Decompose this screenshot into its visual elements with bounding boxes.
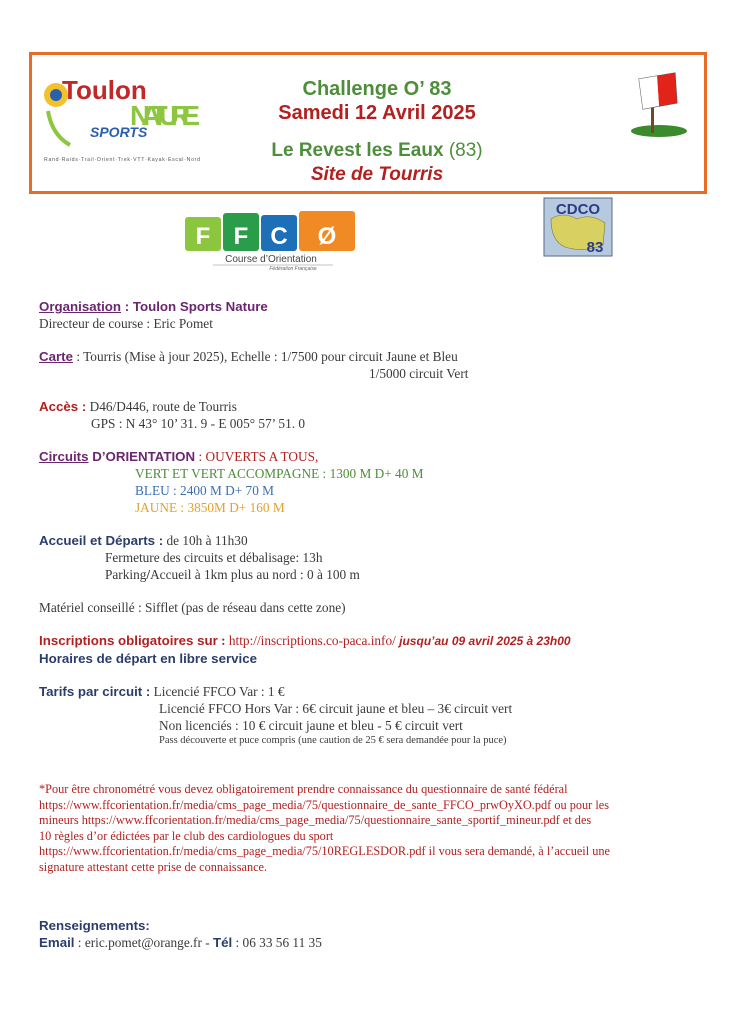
- ffco-letter-c: C: [270, 223, 288, 250]
- logo-text-bottom: SPORTS: [90, 124, 148, 140]
- acces-gps: GPS : N 43° 10’ 31. 9 - E 005° 57’ 51. 0: [91, 416, 306, 431]
- tarif-hors-var: Licencié FFCO Hors Var : 6€ circuit jaune et bleu – 3€ circuit vert: [159, 701, 513, 716]
- accueil-label: Accueil et Départs :: [39, 533, 164, 548]
- ffco-logo: [183, 209, 358, 271]
- sante-line: *Pour être chronométré vous devez obligatoirement prendre connaissance du questionnaire de santé fédéral: [39, 782, 568, 796]
- tarif-note: Pass découverte et puce compris (une caution de 25 € sera demandée pour la puce): [159, 735, 507, 746]
- header-title-block: [232, 77, 522, 187]
- renseignements-label: Renseignements:: [39, 918, 150, 933]
- tarif-non-licencies: Non licenciés : 10 € circuit jaune et bleu - 5 € circuit vert: [159, 718, 463, 733]
- event-location: Le Revest les Eaux (83): [271, 140, 483, 161]
- inscriptions-url[interactable]: http://inscriptions.co-paca.info/: [228, 633, 396, 648]
- email-sep: :: [74, 935, 85, 950]
- logo-text-top: Toulon: [62, 75, 147, 105]
- section-carte: [39, 348, 719, 382]
- ffco-letter-f1: F: [195, 223, 211, 250]
- carte-line1: : Tourris (Mise à jour 2025), Echelle : 1/7500 pour circuit Jaune et Bleu: [73, 349, 458, 364]
- sante-line[interactable]: mineurs https://www.ffcorientation.fr/media/cms_page_media/75/questionnaire_sante_sportif_mineur.pdf et des: [39, 813, 592, 827]
- tel-label: Tél: [213, 935, 233, 950]
- email-address[interactable]: eric.pomet@orange.fr: [84, 935, 202, 950]
- section-organisation: [39, 298, 719, 332]
- header-box: [29, 52, 707, 194]
- carte-line2: 1/5000 circuit Vert: [369, 366, 469, 381]
- event-site: Site de Tourris: [310, 164, 444, 185]
- sante-line[interactable]: https://www.ffcorientation.fr/media/cms_page_media/75/questionnaire_de_sante_FFCO_prwOyXO.pdf ou pour les: [39, 797, 609, 812]
- accueil-hours: de 10h à 11h30: [163, 533, 248, 548]
- carte-label: Carte: [39, 349, 73, 364]
- inscriptions-deadline: jusqu’au 09 avril 2025 à 23h00: [395, 634, 571, 648]
- event-name: Challenge O’ 83: [302, 78, 452, 100]
- section-materiel: [39, 599, 719, 616]
- materiel-text: Matériel conseillé : Sifflet (pas de réseau dans cette zone): [39, 600, 346, 615]
- organisation-sep: :: [121, 299, 133, 314]
- inscriptions-label: Inscriptions obligatoires sur: [39, 633, 218, 648]
- acces-label: Accès :: [39, 399, 87, 414]
- sante-line: 10 règles d’or édictées par le club des cardiologues du sport: [39, 828, 334, 843]
- circuit-bleu: BLEU : 2400 M D+ 70 M: [135, 483, 274, 498]
- cdco-83-logo: [543, 197, 613, 257]
- section-sante: [39, 782, 719, 875]
- sante-line[interactable]: https://www.ffcorientation.fr/media/cms_page_media/75/10REGLESDOR.pdf il vous sera demandé, à l’accueil une: [39, 844, 610, 858]
- section-accueil: [39, 532, 719, 583]
- section-tarifs: [39, 683, 719, 748]
- section-acces: [39, 398, 719, 432]
- cdco-number: 83: [586, 239, 604, 256]
- accueil-parking: Parking/Accueil à 1km plus au nord : 0 à 100 m: [105, 567, 360, 582]
- tarifs-label: Tarifs par circuit :: [39, 684, 151, 699]
- circuits-label: Circuits: [39, 449, 89, 464]
- organisation-value: Toulon Sports Nature: [132, 299, 268, 314]
- ffco-letter-o: Ø: [317, 223, 337, 250]
- section-inscriptions: [39, 632, 719, 667]
- tel-number: : 06 33 56 11 35: [232, 935, 322, 950]
- event-date: Samedi 12 Avril 2025: [278, 102, 476, 124]
- cdco-text: CDCO: [555, 201, 601, 218]
- acces-line1: D46/D446, route de Tourris: [86, 399, 237, 414]
- horaires-depart: Horaires de départ en libre service: [39, 651, 258, 666]
- event-department: (83): [448, 140, 483, 161]
- inscriptions-sep: :: [217, 633, 229, 648]
- orienteering-flag-icon: [629, 69, 689, 139]
- email-label: Email: [39, 935, 75, 950]
- circuits-intro: : OUVERTS A TOUS,: [195, 449, 319, 464]
- logo-tagline: Rand·Raids·Trail·Orient·Trek·VTT·Kayak·Escal·Nord: [44, 157, 200, 163]
- organisation-label: Organisation: [39, 299, 122, 314]
- ffco-letter-f2: F: [233, 223, 249, 250]
- section-circuits: [39, 448, 719, 516]
- circuit-jaune: JAUNE : 3850M D+ 160 M: [135, 500, 285, 515]
- circuit-vert: VERT ET VERT ACCOMPAGNE : 1300 M D+ 40 M: [135, 466, 424, 481]
- ffco-subcaption: Fédération Française: [269, 266, 317, 271]
- sante-line: signature attestant cette prise de connaissance.: [39, 859, 268, 874]
- circuits-label2: D’ORIENTATION: [88, 449, 196, 464]
- toulon-sports-nature-logo: [42, 65, 202, 165]
- tarif-var: Licencié FFCO Var : 1 €: [150, 684, 285, 699]
- main-content: [39, 298, 719, 951]
- ffco-caption: Course d’Orientation: [225, 254, 317, 265]
- race-director: Directeur de course : Eric Pomet: [39, 316, 213, 331]
- contact-dash: -: [201, 935, 213, 950]
- logo-text-right: NATURE: [130, 100, 200, 131]
- accueil-fermeture: Fermeture des circuits et débalisage: 13h: [105, 550, 323, 565]
- section-renseignements: [39, 917, 719, 951]
